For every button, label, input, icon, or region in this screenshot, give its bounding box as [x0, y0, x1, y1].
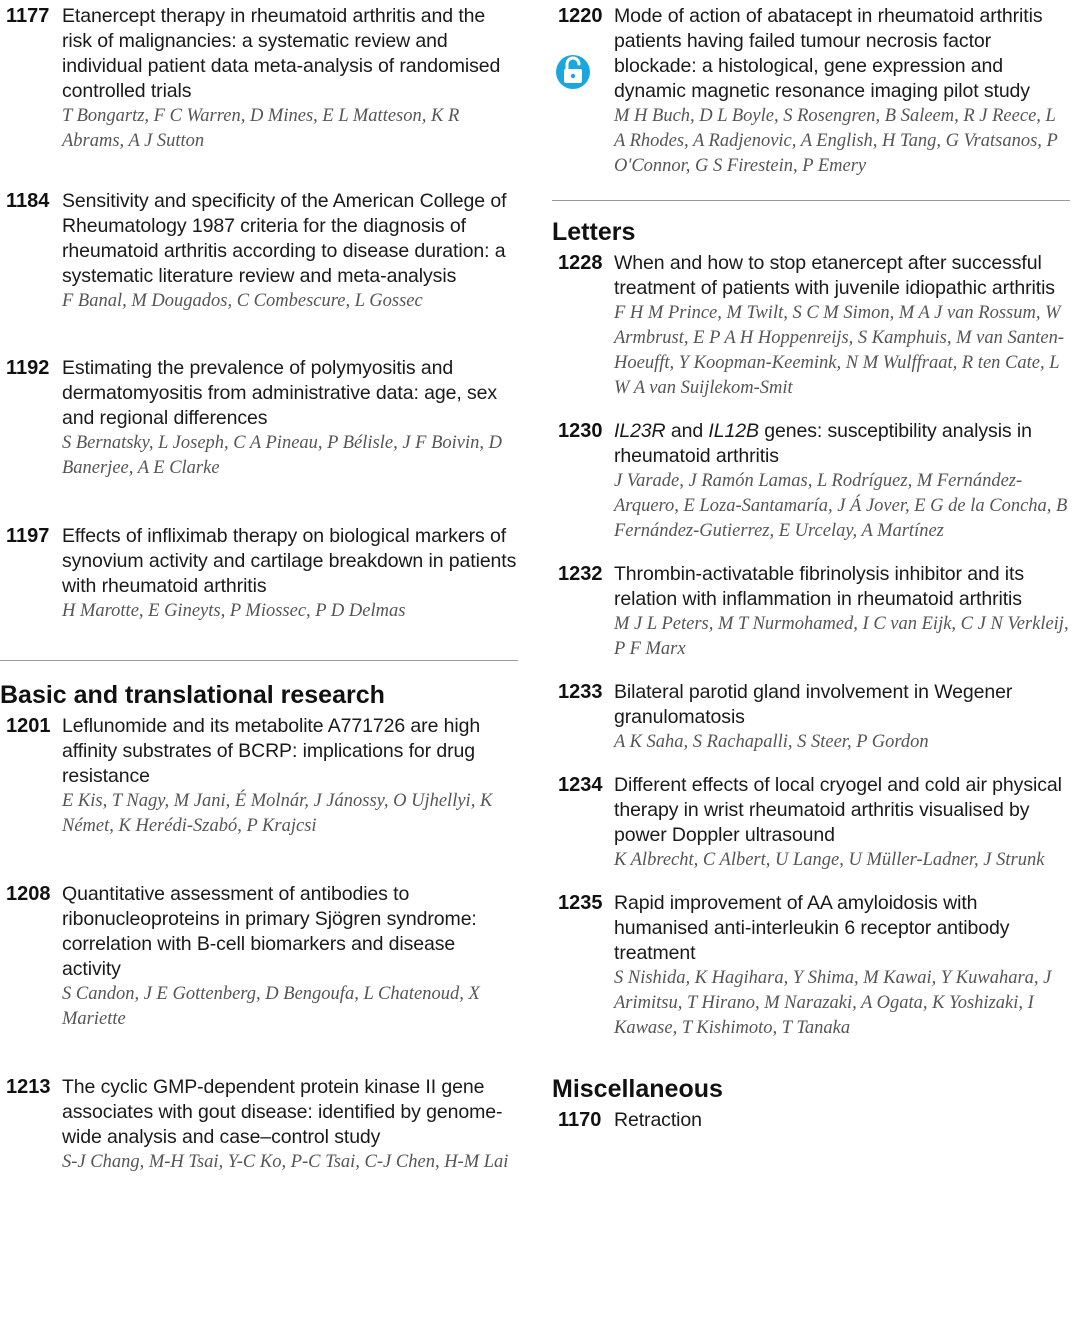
article-authors: H Marotte, E Gineyts, P Miossec, P D Delmas: [62, 601, 406, 621]
article-authors: E Kis, T Nagy, M Jani, É Molnár, J Jánossy, O Ujhellyi, K Német, K Herédi-Szabó, P Krajcsi: [62, 791, 493, 836]
article-authors: F Banal, M Dougados, C Combescure, L Gossec: [62, 291, 423, 311]
page-number: 1232: [558, 563, 603, 585]
gene-name: IL12B: [708, 420, 759, 442]
article-authors: F H M Prince, M Twilt, S C M Simon, M A J van Rossum, W Armbrust, E P A H Hoppenreijs, S Kamphuis, M van Santen-Hoeufft, Y Koopman-Keemink, N M Wulffraat, R ten Cate, L W A van Suijlekom-Smit: [614, 303, 1064, 398]
section-heading-basic-translational: Basic and translational research: [0, 681, 385, 709]
toc-entry[interactable]: [552, 891, 1070, 1041]
toc-entry[interactable]: [0, 356, 518, 481]
section-heading-letters: Letters: [552, 218, 636, 246]
section-divider: [552, 200, 1070, 201]
page-number: 1220: [558, 5, 603, 27]
article-authors: J Varade, J Ramón Lamas, L Rodríguez, M Fernández-Arquero, E Loza-Santamaría, J Á Jover, E G de la Concha, B Fernández-Gutierrez, E Urcelay, A Martínez: [614, 471, 1068, 541]
page-number: 1208: [6, 883, 51, 905]
page-number: 1230: [558, 420, 603, 442]
article-title: Different effects of local cryogel and cold air physical therapy in wrist rheumatoid arthritis visualised by power Doppler ultrasound: [614, 774, 1062, 846]
article-title: Bilateral parotid gland involvement in Wegener granulomatosis: [614, 681, 1013, 728]
page-number: 1177: [6, 5, 50, 27]
page-number: 1197: [6, 525, 50, 547]
article-title: Effects of infliximab therapy on biological markers of synovium activity and cartilage breakdown in patients with rheumatoid arthritis: [62, 525, 517, 597]
page-number: 1233: [558, 681, 603, 703]
toc-entry[interactable]: [552, 251, 1070, 401]
right-column: [552, 0, 1070, 1133]
article-title: Mode of action of abatacept in rheumatoid arthritis patients having failed tumour necrosis factor blockade: a histological, gene expression and dynamic magnetic resonance imaging pilot study: [614, 5, 1043, 102]
article-title: Thrombin-activatable fibrinolysis inhibitor and its relation with inflammation in rheumatoid arthritis: [614, 563, 1024, 610]
title-text: genes: susceptibility analysis in rheumatoid arthritis: [614, 420, 1032, 467]
article-title: Leflunomide and its metabolite A771726 are high affinity substrates of BCRP: implications for drug resistance: [62, 715, 481, 787]
toc-entry[interactable]: [0, 1075, 518, 1175]
article-authors: M H Buch, D L Boyle, S Rosengren, B Saleem, R J Reece, L A Rhodes, A Radjenovic, A English, H Tang, G Vratsanos, P O'Connor, G S Firestein, P Emery: [614, 106, 1058, 176]
article-title: Rapid improvement of AA amyloidosis with humanised anti-interleukin 6 receptor antibody treatment: [614, 892, 1010, 964]
open-access-icon: [555, 52, 591, 90]
toc-entry[interactable]: [0, 714, 518, 839]
toc-entry[interactable]: [552, 680, 1070, 755]
title-text: and: [665, 420, 709, 442]
page-number: 1170: [558, 1109, 602, 1131]
article-authors: A K Saha, S Rachapalli, S Steer, P Gordon: [614, 732, 929, 752]
article-authors: K Albrecht, C Albert, U Lange, U Müller-Ladner, J Strunk: [614, 850, 1045, 870]
article-authors: S-J Chang, M-H Tsai, Y-C Ko, P-C Tsai, C-J Chen, H-M Lai: [62, 1152, 509, 1172]
article-authors: M J L Peters, M T Nurmohamed, I C van Eijk, C J N Verkleij, P F Marx: [614, 614, 1069, 659]
left-column: [0, 0, 518, 1175]
article-title: Retraction: [614, 1109, 702, 1131]
page-number: 1235: [558, 892, 603, 914]
article-title: [614, 419, 1070, 469]
article-authors: T Bongartz, F C Warren, D Mines, E L Matteson, K R Abrams, A J Sutton: [62, 106, 460, 151]
article-title: Estimating the prevalence of polymyositis and dermatomyositis from administrative data: age, sex and regional differences: [62, 357, 498, 429]
page-number: 1234: [558, 774, 603, 796]
article-title: Etanercept therapy in rheumatoid arthritis and the risk of malignancies: a systematic review and individual patient data meta-analysis of randomised controlled trials: [62, 5, 501, 102]
page-number: 1201: [6, 715, 51, 737]
toc-entry[interactable]: [552, 773, 1070, 873]
toc-entry[interactable]: [552, 1108, 1070, 1133]
article-title: Quantitative assessment of antibodies to ribonucleoproteins in primary Sjögren syndrome: correlation with B-cell biomarkers and disease activity: [62, 883, 477, 980]
page-number: 1213: [6, 1076, 51, 1098]
toc-entry[interactable]: [0, 189, 518, 314]
toc-entry[interactable]: [0, 524, 518, 624]
article-title: When and how to stop etanercept after successful treatment of patients with juvenile idiopathic arthritis: [614, 252, 1055, 299]
article-title: The cyclic GMP-dependent protein kinase II gene associates with gout disease: identified by genome-wide analysis and case–control study: [62, 1076, 503, 1148]
toc-entry[interactable]: [552, 562, 1070, 662]
article-authors: S Nishida, K Hagihara, Y Shima, M Kawai, Y Kuwahara, J Arimitsu, T Hirano, M Narazaki, A Ogata, K Yoshizaki, I Kawase, T Kishimoto, T Tanaka: [614, 968, 1052, 1038]
toc-entry[interactable]: [0, 4, 518, 154]
page-number: 1228: [558, 252, 603, 274]
gene-name: IL23R: [614, 420, 666, 442]
page-number: 1184: [6, 190, 50, 212]
article-authors: S Candon, J E Gottenberg, D Bengoufa, L Chatenoud, X Mariette: [62, 984, 480, 1029]
toc-entry[interactable]: [552, 4, 1070, 179]
article-authors: S Bernatsky, L Joseph, C A Pineau, P Bélisle, J F Boivin, D Banerjee, A E Clarke: [62, 433, 502, 478]
toc-entry[interactable]: [0, 882, 518, 1032]
section-heading-miscellaneous: Miscellaneous: [552, 1075, 723, 1103]
section-divider: [0, 660, 518, 661]
toc-entry[interactable]: [552, 419, 1070, 544]
page-number: 1192: [6, 357, 50, 379]
article-title: Sensitivity and specificity of the American College of Rheumatology 1987 criteria for the diagnosis of rheumatoid arthritis according to disease duration: a systematic literature review and meta-analysis: [62, 190, 507, 287]
